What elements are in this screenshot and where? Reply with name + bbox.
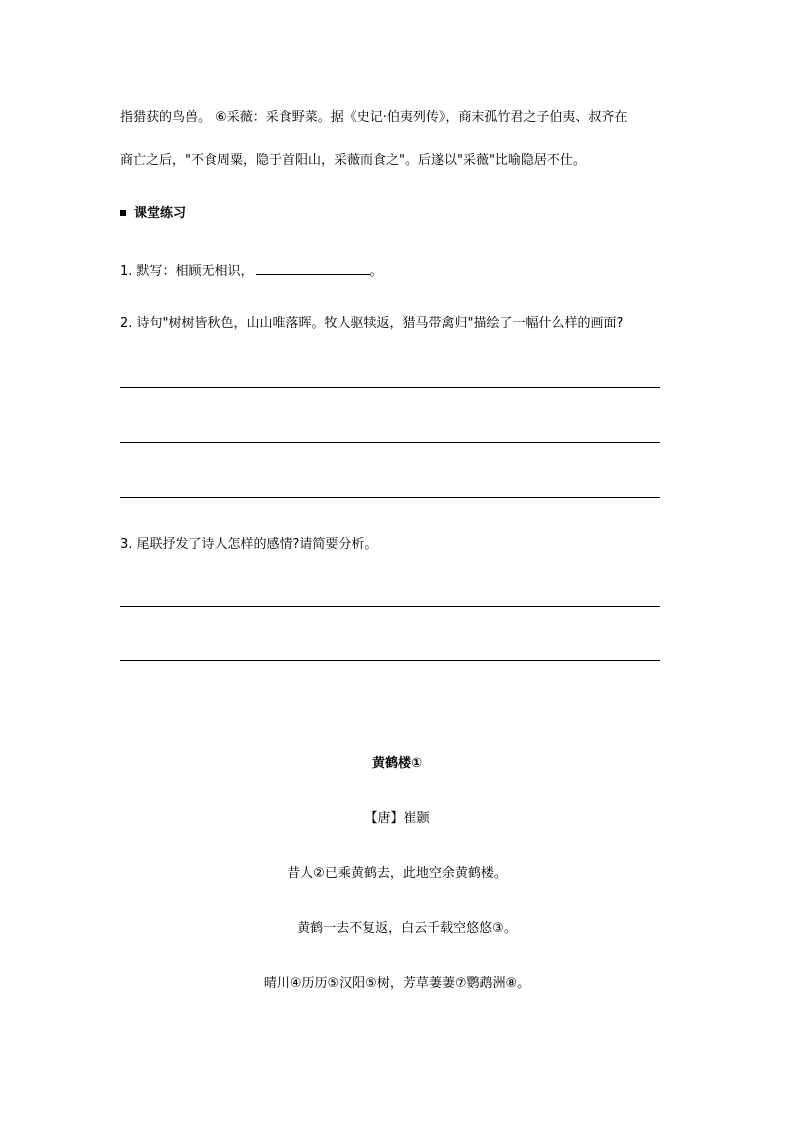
answer-line[interactable] [120,497,660,498]
answer-line[interactable] [120,606,660,607]
note-line-2: 商亡之后，"不食周粟，隐于首阳山，采薇而食之"。后遂以"采薇"比喻隐居不仕。 [120,153,586,168]
poem-author: 【唐】崔颢 [364,811,430,826]
poem-line-3: 晴川④历历⑤汉阳⑤树，芳草萋萋⑦鹦鹉洲⑧。 [263,976,531,991]
practice-heading-text: 课堂练习 [134,206,187,221]
answer-blank[interactable] [256,260,370,275]
poem-line-1: 昔人②已乘黄鹤去，此地空余黄鹤楼。 [287,866,507,881]
practice-heading [120,205,186,223]
question-1-end: 。 [369,264,383,279]
poem-title: 黄鹤楼① [371,756,422,771]
question-1 [120,260,383,281]
question-1-text: 1. 默写：相顾无相识， [120,264,254,279]
bullet-icon [120,210,126,216]
answer-line[interactable] [120,442,660,443]
answer-line[interactable] [120,387,660,388]
question-2: 2. 诗句"树树皆秋色，山山唯落晖。牧人驱犊返，猎马带禽归"描绘了一幅什么样的画面? [120,316,624,331]
answer-line[interactable] [120,660,660,661]
question-3: 3. 尾联抒发了诗人怎样的感情?请简要分析。 [120,537,378,552]
note-line-1: 指猎获的鸟兽。 ⑥采薇：采食野菜。据《史记·伯夷列传》，商末孤竹君之子伯夷、叔齐在 [120,110,628,125]
poem-line-2: 黄鹤一去不复返，白云千载空悠悠③。 [297,921,517,936]
